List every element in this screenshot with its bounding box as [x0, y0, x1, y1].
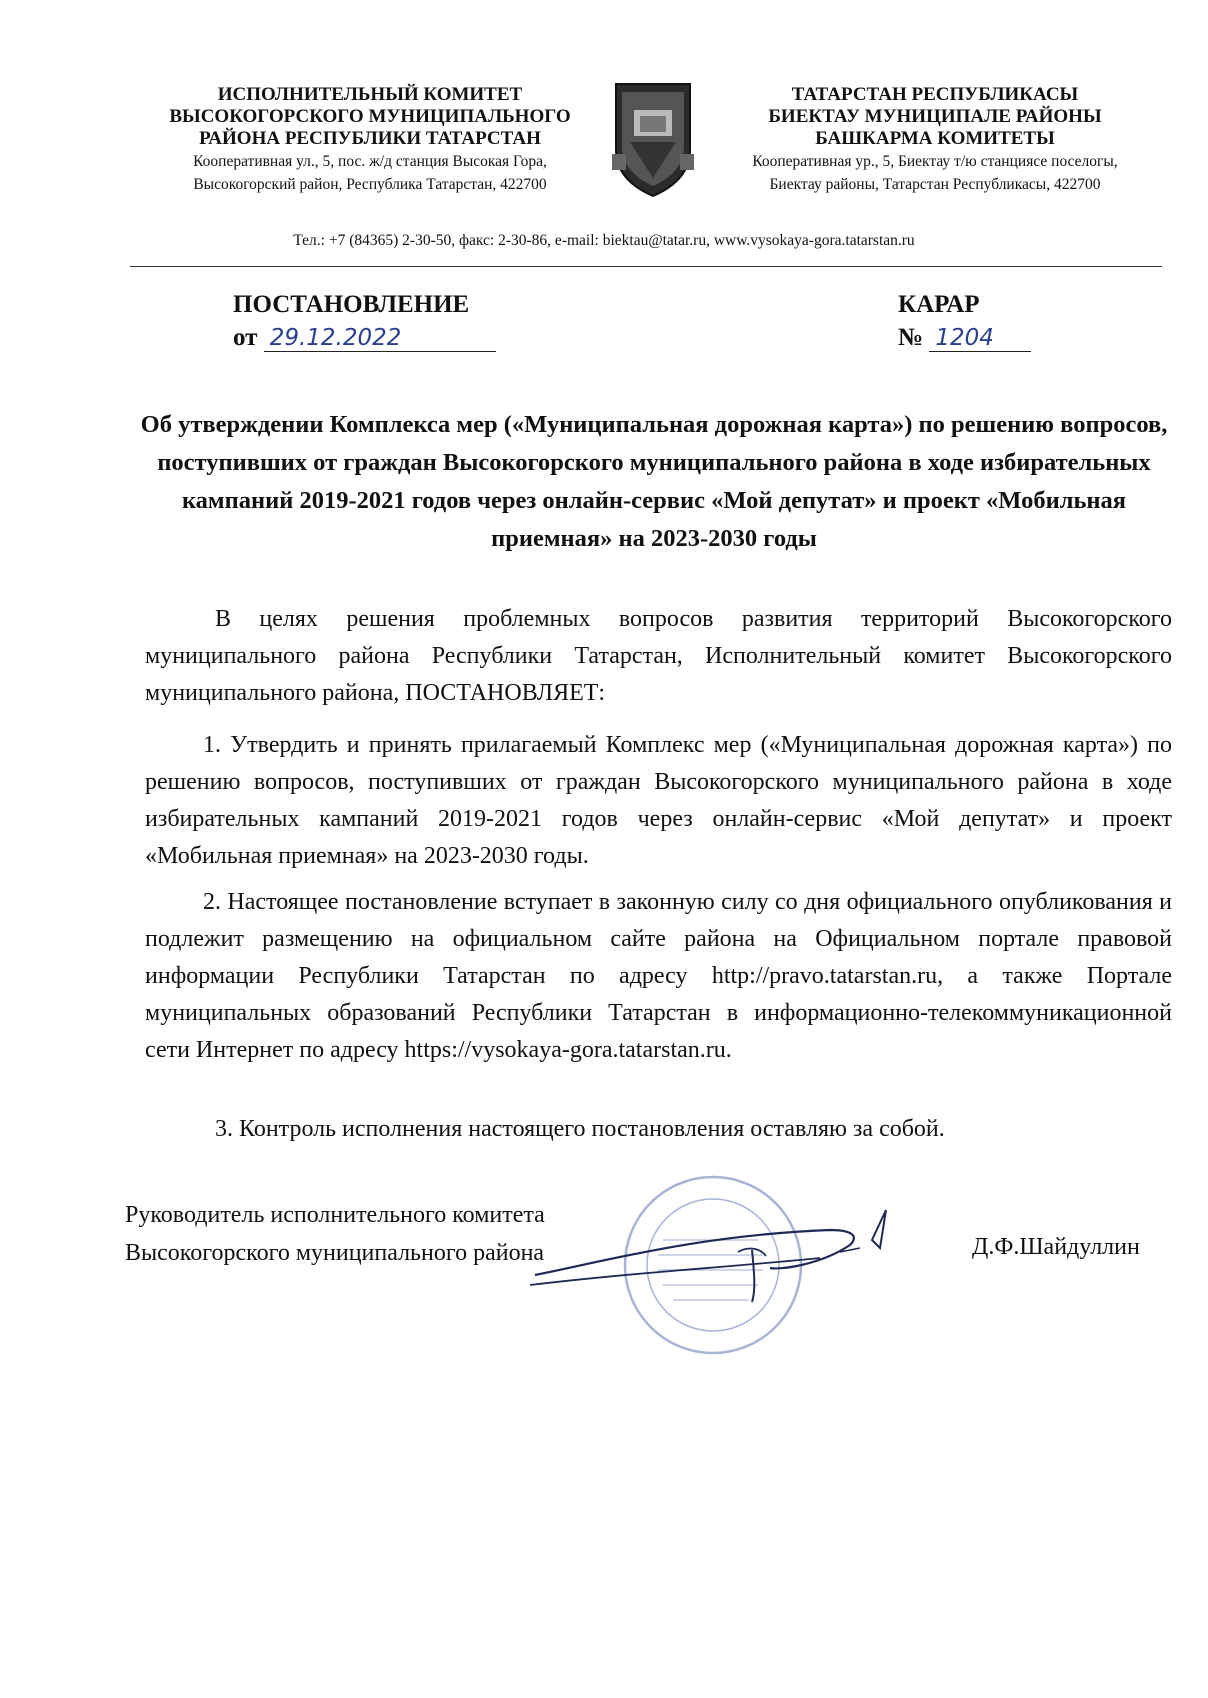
right-address-line-2: Биектау районы, Татарстан Республикасы, 422700 [769, 176, 1101, 193]
signatory-name: Д.Ф.Шайдуллин [972, 1234, 1140, 1260]
date-value: 29.12.2022 [264, 325, 496, 352]
position-line-1: Руководитель исполнительного комитета [125, 1202, 545, 1228]
item-3-paragraph: 3. Контроль исполнения настоящего постановления оставляю за собой. [215, 1116, 945, 1142]
left-org-line-3: РАЙОНА РЕСПУБЛИКИ ТАТАРСТАН [199, 128, 541, 149]
header-left-block [140, 84, 600, 196]
right-org-line-1: ТАТАРСТАН РЕСПУБЛИКАСЫ [791, 84, 1079, 105]
signatory-position [125, 1196, 545, 1272]
header-right-block [700, 84, 1170, 196]
number-value: 1204 [929, 325, 1031, 352]
left-address-line-1: Кооперативная ул., 5, пос. ж/д станция Высокая Гора, [193, 153, 547, 170]
left-address-line-2: Высокогорский район, Республика Татарстан, 422700 [193, 176, 547, 193]
doc-type-tt: КАРАР [898, 291, 980, 318]
document-title: Об утверждении Комплекса мер («Муниципальная дорожная карта») по решению вопросов, поступивших от граждан Высокогорского муниципального района в ходе избирательных кампаний 2019-2021 годов через онлайн-сервис «Мой депутат» и проект «Мобильная приемная» на 2023-2030 годы [140, 411, 1168, 552]
right-address-line-1: Кооперативная ур., 5, Биектау т/ю станциясе поселогы, [752, 153, 1118, 170]
coat-of-arms-icon [612, 80, 694, 200]
doc-date-row [233, 324, 496, 352]
doc-type-ru: ПОСТАНОВЛЕНИЕ [233, 291, 470, 318]
item-1-paragraph: 1. Утвердить и принять прилагаемый Комплекс мер («Муниципальная дорожная карта») по решению вопросов, поступивших от граждан Высокогорского муниципального района в ходе избирательных кампаний 2019-2021 годов через онлайн-сервис «Мой депутат» и проект «Мобильная приемная» на 2023-2030 годы. [145, 732, 1172, 869]
number-prefix: № [898, 324, 924, 351]
right-org-line-2: БИЕКТАУ МУНИЦИПАЛЕ РАЙОНЫ [768, 106, 1102, 127]
position-line-2: Высокогорского муниципального района [125, 1240, 545, 1266]
handwritten-signature-icon [520, 1190, 920, 1310]
contacts-line: Тел.: +7 (84365) 2-30-50, факс: 2-30-86, e-mail: biektau@tatar.ru, www.vysokaya-gora.tatarstan.ru [293, 232, 915, 249]
date-prefix: от [233, 324, 258, 351]
right-org-line-3: БАШКАРМА КОМИТЕТЫ [815, 128, 1055, 149]
item-2-paragraph: 2. Настоящее постановление вступает в законную силу со дня официального опубликования и подлежит размещению на официальном сайте района на Официальном портале правовой информации Республики Татарстан по адресу http://pravo.tatarstan.ru, а также Портале муниципальных образований Республики Татарстан в информационно-телекоммуникационной сети Интернет по адресу https://vysokaya-gora.tatarstan.ru. [145, 889, 1172, 1063]
header-divider [130, 266, 1162, 267]
left-org-line-1: ИСПОЛНИТЕЛЬНЫЙ КОМИТЕТ [217, 84, 523, 105]
left-org-line-2: ВЫСОКОГОРСКОГО МУНИЦИПАЛЬНОГО [169, 106, 571, 127]
doc-number-row [898, 324, 1031, 352]
intro-paragraph: В целях решения проблемных вопросов развития территорий Высокогорского муниципального района Республики Татарстан, Исполнительный комитет Высокогорского муниципального района, ПОСТАНОВЛЯЕТ: [145, 606, 1172, 706]
